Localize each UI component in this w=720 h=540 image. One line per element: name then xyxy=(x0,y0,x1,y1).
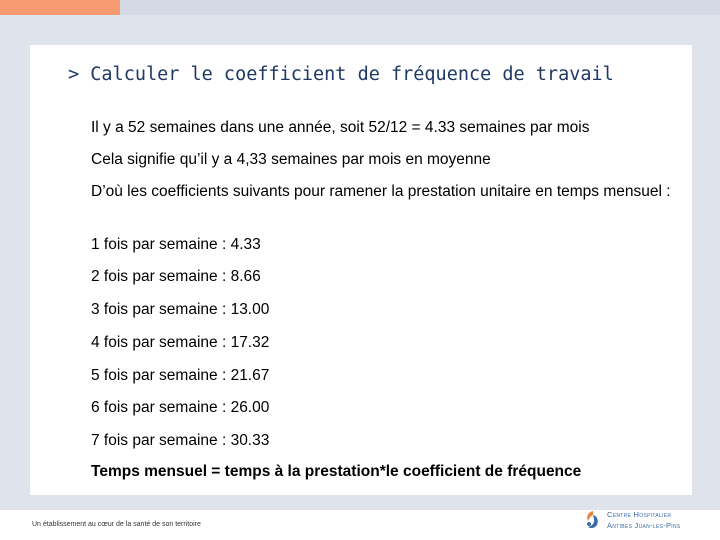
coefficient-line-5: 5 fois par semaine : 21.67 xyxy=(91,367,270,384)
content-line-weeks-per-year: Il y a 52 semaines dans une année, soit 52/12 = 4.33 semaines par mois xyxy=(91,119,590,136)
coefficient-line-7: 7 fois par semaine : 30.33 xyxy=(91,432,270,449)
hospital-logo xyxy=(583,509,693,533)
logo-line-1: Centre Hospitalier xyxy=(607,510,672,519)
footer-tagline: Un établissement au cœur de la santé de son territoire xyxy=(32,521,201,528)
coefficient-line-3: 3 fois par semaine : 13.00 xyxy=(91,301,270,318)
coefficient-line-2: 2 fois par semaine : 8.66 xyxy=(91,268,261,285)
content-line-average: Cela signifie qu’il y a 4,33 semaines par mois en moyenne xyxy=(91,151,491,168)
coefficient-line-4: 4 fois par semaine : 17.32 xyxy=(91,334,270,351)
content-line-coefficients-intro: D’où les coefficients suivants pour ramener la prestation unitaire en temps mensuel : xyxy=(91,183,671,200)
coefficient-line-1: 1 fois par semaine : 4.33 xyxy=(91,236,261,253)
slide-title: > Calculer le coefficient de fréquence de travail xyxy=(68,64,614,85)
hospital-logo-icon xyxy=(583,509,603,531)
coefficient-line-6: 6 fois par semaine : 26.00 xyxy=(91,399,270,416)
formula-line: Temps mensuel = temps à la prestation*le coefficient de fréquence xyxy=(91,463,582,480)
corner-accent xyxy=(0,0,120,15)
logo-line-2: Antibes Juan-les-Pins xyxy=(607,521,681,530)
